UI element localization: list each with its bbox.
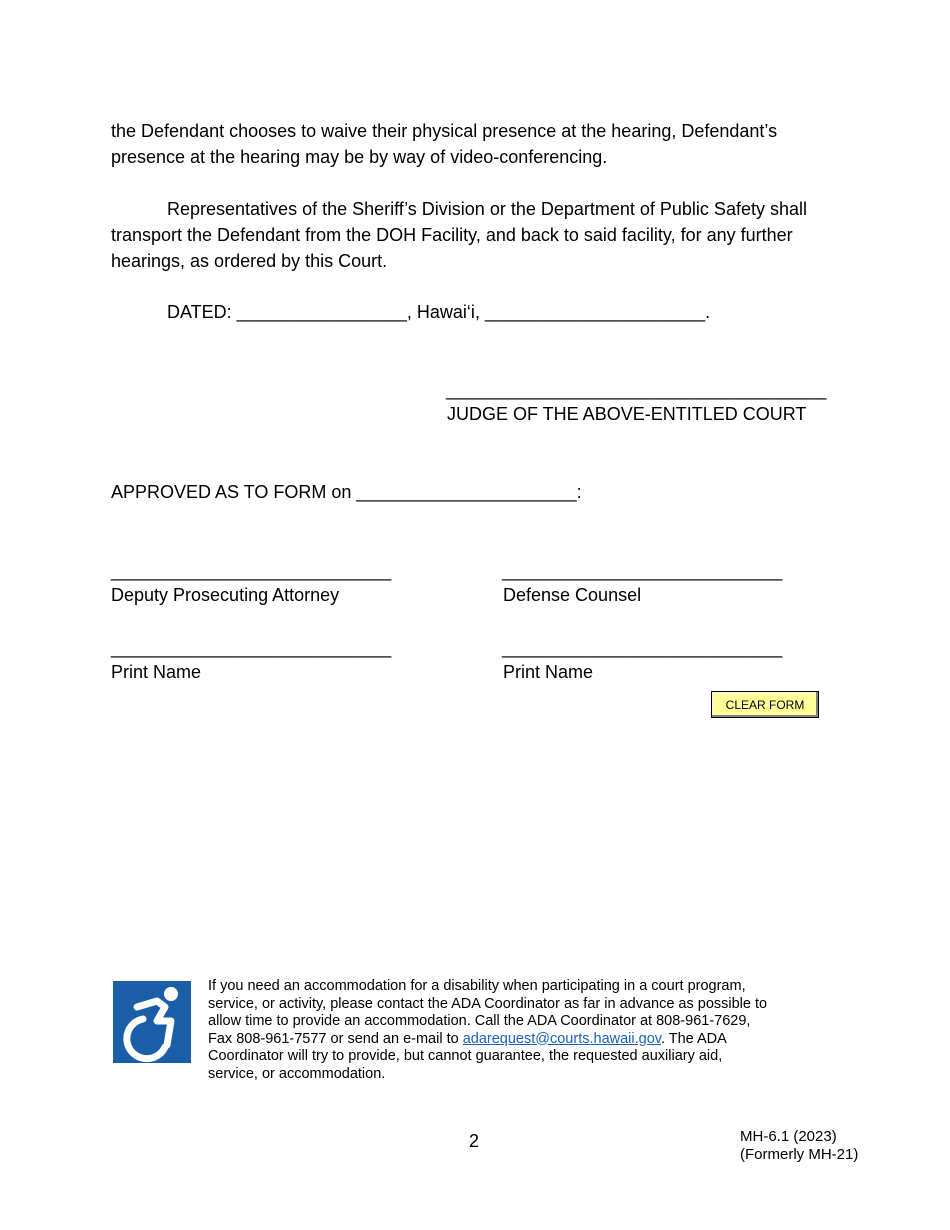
- prosecutor-label: Deputy Prosecuting Attorney: [111, 585, 340, 605]
- para2-line2: transport the Defendant from the DOH Facility, and back to said facility, for any further: [111, 225, 793, 245]
- defense-signature-line[interactable]: ____________________________: [502, 561, 783, 581]
- formerly-form-code: (Formerly MH-21): [740, 1146, 859, 1163]
- para1-line1: the Defendant chooses to waive their physical presence at the hearing, Defendant’s: [111, 121, 778, 141]
- ada-notice-line4-post: . The ADA: [660, 1030, 727, 1047]
- ada-notice-line3: allow time to provide an accommodation. Call the ADA Coordinator at 808-961-7629,: [208, 1013, 751, 1029]
- ada-notice-line6: service, or accommodation.: [208, 1065, 386, 1082]
- defense-print-name-line[interactable]: ____________________________: [502, 638, 783, 658]
- page-number: 2: [469, 1131, 480, 1151]
- ada-notice-line2: service, or activity, please contact the ADA Coordinator as far in advance as possible to: [208, 995, 768, 1012]
- prosecutor-signature-line[interactable]: ____________________________: [111, 561, 392, 581]
- judge-signature-line[interactable]: ______________________________________: [446, 380, 827, 400]
- para2-line1: Representatives of the Sheriff’s Division or the Department of Public Safety shall: [167, 199, 807, 219]
- ada-notice-line4-pre: Fax 808-961-7577 or send an e-mail to: [208, 1030, 463, 1047]
- form-code: MH-6.1 (2023): [740, 1128, 837, 1145]
- judge-label: JUDGE OF THE ABOVE-ENTITLED COURT: [447, 404, 807, 424]
- ada-email-link[interactable]: adarequest@courts.hawaii.gov: [462, 1030, 661, 1047]
- prosecutor-print-name-label: Print Name: [111, 662, 202, 682]
- prosecutor-print-name-line[interactable]: ____________________________: [111, 638, 392, 658]
- defense-label: Defense Counsel: [503, 585, 642, 605]
- accessibility-wheelchair-icon: [113, 981, 191, 1063]
- ada-notice-line1: If you need an accommodation for a disability when participating in a court program,: [208, 978, 746, 994]
- para1-line2: presence at the hearing may be by way of video-conferencing.: [111, 147, 608, 167]
- defense-print-name-label: Print Name: [503, 662, 594, 682]
- approved-as-to-form[interactable]: APPROVED AS TO FORM on ______________________:: [111, 482, 582, 502]
- ada-notice-line4: [208, 1031, 727, 1049]
- dated-line[interactable]: DATED: _________________, Hawai‘i, ______________________.: [167, 302, 711, 322]
- clear-form-button[interactable]: CLEAR FORM: [711, 691, 819, 718]
- para2-line3: hearings, as ordered by this Court.: [111, 251, 388, 271]
- ada-notice-line5: Coordinator will try to provide, but cannot guarantee, the requested auxiliary aid,: [208, 1048, 723, 1064]
